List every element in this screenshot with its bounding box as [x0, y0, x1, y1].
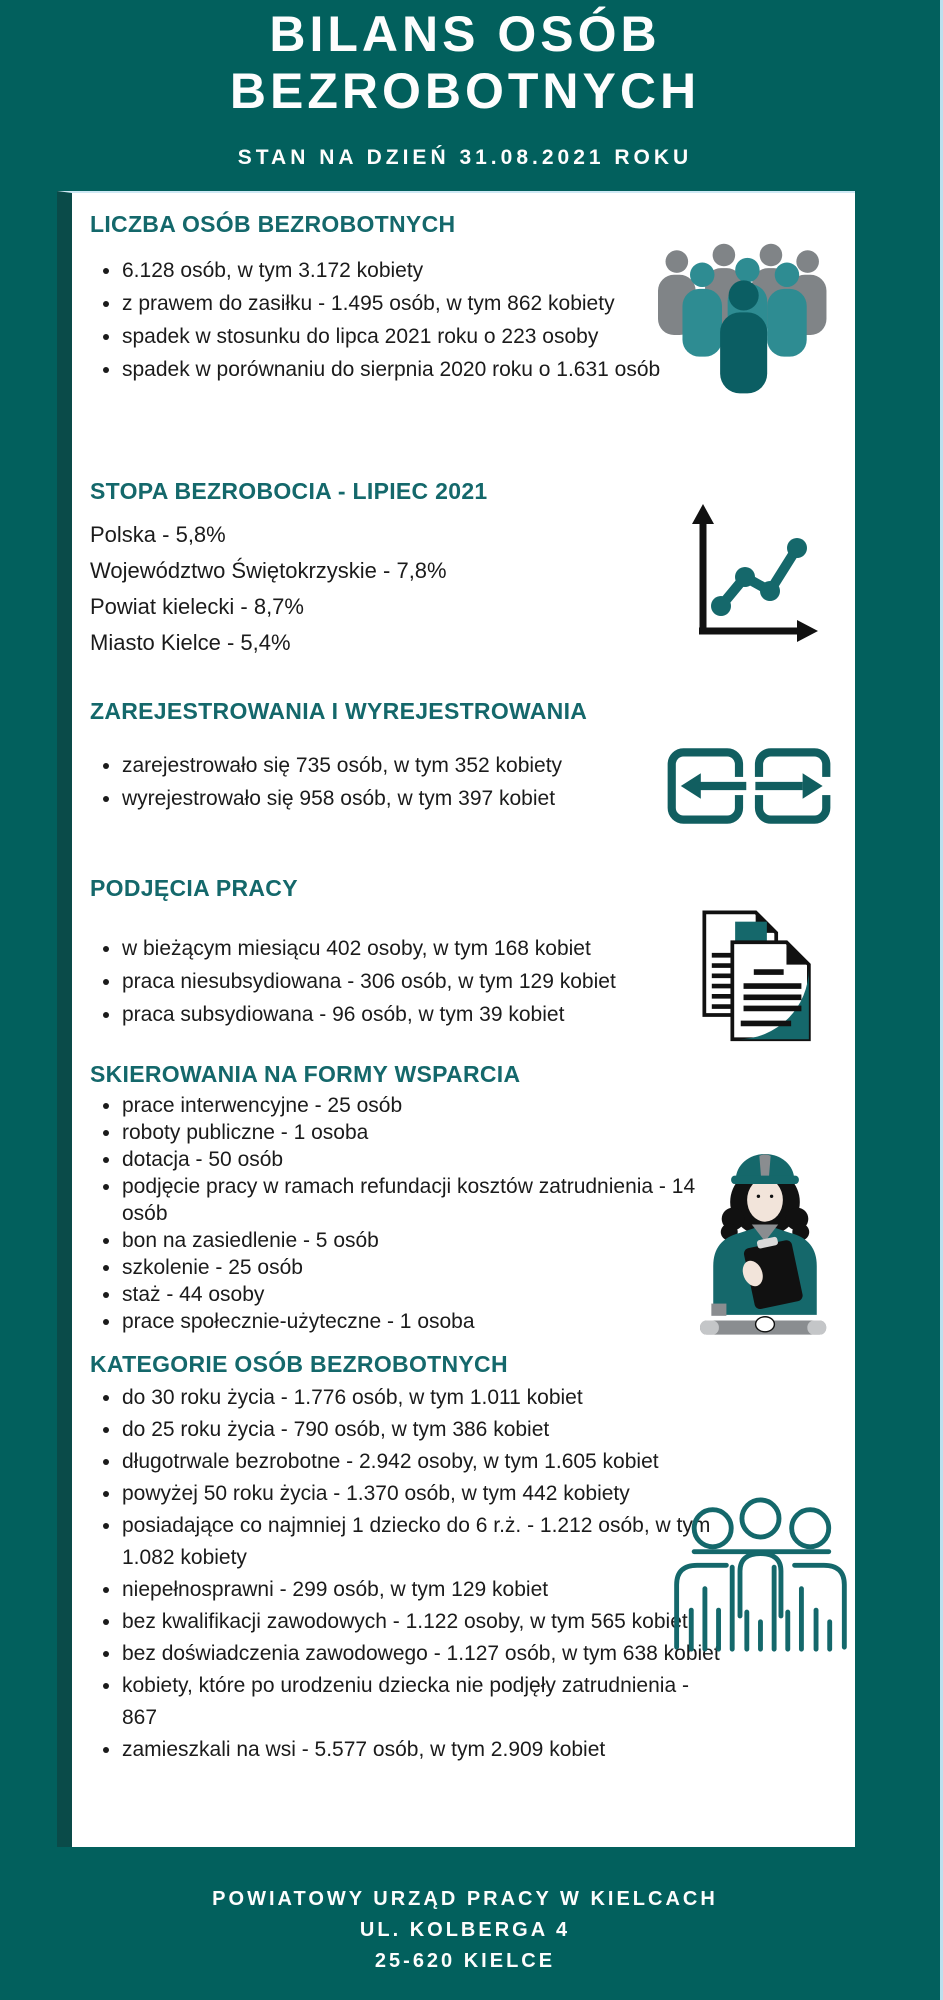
bullet-item: • do 25 roku życia - 790 osób, w tym 386 kobiet	[122, 1414, 722, 1446]
bullet-item: • 6.128 osób, w tym 3.172 kobiety	[122, 254, 667, 287]
bullet-item: • bon na zasiedlenie - 5 osób	[122, 1227, 707, 1254]
page-title	[0, 6, 930, 120]
footer-org-name: POWIATOWY URZĄD PRACY W KIELCACH	[212, 1888, 718, 1910]
bullet-list	[90, 932, 692, 1031]
section-heading: KATEGORIE OSÓB BEZROBOTNYCH	[90, 1351, 508, 1377]
section-podjecia-pracy	[90, 875, 851, 1031]
section-heading: ZAREJESTROWANIA I WYREJESTROWANIA	[90, 698, 588, 724]
bullet-item: • spadek w stosunku do lipca 2021 roku o 223 osoby	[122, 320, 667, 353]
page-title-line2: BEZROBOTNYCH	[229, 63, 701, 119]
footer-city: 25-620 KIELCE	[374, 1950, 556, 1972]
page-title-line1: BILANS OSÓB	[269, 6, 661, 62]
section-liczba-osob-bezrobotnych	[90, 211, 851, 386]
section-zarejestrowania	[90, 698, 851, 815]
bullet-item: • staż - 44 osoby	[122, 1281, 707, 1308]
footer-street: UL. KOLBERGA 4	[359, 1919, 571, 1941]
section-stopa-bezrobocia	[90, 478, 851, 661]
bullet-item: • praca subsydiowana - 96 osób, w tym 39 kobiet	[122, 998, 692, 1031]
page-subtitle: STAN NA DZIEŃ 31.08.2021 ROKU	[237, 146, 693, 169]
section-kategorie	[90, 1351, 851, 1766]
bullet-item: • bez doświadczenia zawodowego - 1.127 osób, w tym 638 kobiet	[122, 1638, 722, 1670]
bullet-list	[90, 254, 667, 386]
stat-line: Miasto Kielce - 5,4%	[90, 630, 291, 655]
bullet-item: • praca niesubsydiowana - 306 osób, w tym 129 kobiet	[122, 965, 692, 998]
bullet-item: • roboty publiczne - 1 osoba	[122, 1119, 707, 1146]
bullet-list	[90, 749, 682, 815]
bullet-item: • wyrejestrowało się 958 osób, w tym 397 kobiet	[122, 782, 682, 815]
bullet-item: • posiadające co najmniej 1 dziecko do 6 r.ż. - 1.212 osób, w tym 1.082 kobiety	[122, 1510, 722, 1574]
worker-illustration	[685, 1123, 845, 1348]
in-out-arrows-icon	[659, 736, 839, 841]
documents-icon	[681, 903, 821, 1048]
section-skierowania	[90, 1061, 851, 1335]
bullet-item: • zarejestrowało się 735 osób, w tym 352 kobiety	[122, 749, 682, 782]
bullet-item: • dotacja - 50 osób	[122, 1146, 707, 1173]
footer	[0, 1884, 930, 1977]
stat-line: Powiat kielecki - 8,7%	[90, 594, 304, 619]
section-heading: STOPA BEZROBOCIA - LIPIEC 2021	[90, 478, 488, 504]
bullet-item: • spadek w porównaniu do sierpnia 2020 roku o 1.631 osób	[122, 353, 667, 386]
crowd-icon	[643, 239, 833, 404]
bullet-item: • zamieszkali na wsi - 5.577 osób, w tym 2.909 kobiet	[122, 1734, 722, 1766]
bullet-item: • prace interwencyjne - 25 osób	[122, 1092, 707, 1119]
bullet-item: • szkolenie - 25 osób	[122, 1254, 707, 1281]
three-people-icon	[662, 1491, 857, 1666]
bullet-item: • podjęcie pracy w ramach refundacji kosztów zatrudnienia - 14 osób	[122, 1173, 707, 1227]
bullet-list	[90, 1092, 707, 1335]
bullet-item: • do 30 roku życia - 1.776 osób, w tym 1.011 kobiet	[122, 1382, 722, 1414]
section-heading: PODJĘCIA PRACY	[90, 875, 298, 901]
bullet-item: • niepełnosprawni - 299 osób, w tym 129 kobiet	[122, 1574, 722, 1606]
bullet-item: • z prawem do zasiłku - 1.495 osób, w tym 862 kobiety	[122, 287, 667, 320]
content-card	[57, 191, 855, 1847]
bullet-item: • długotrwale bezrobotne - 2.942 osoby, w tym 1.605 kobiet	[122, 1446, 722, 1478]
header	[0, 6, 930, 170]
stat-line: Polska - 5,8%	[90, 522, 226, 547]
section-heading: LICZBA OSÓB BEZROBOTNYCH	[90, 211, 456, 237]
bullet-item: • w bieżącym miesiącu 402 osoby, w tym 168 kobiet	[122, 932, 692, 965]
bullet-item: • kobiety, które po urodzeniu dziecka nie podjęły zatrudnienia - 867	[122, 1670, 722, 1734]
section-heading: SKIEROWANIA NA FORMY WSPARCIA	[90, 1061, 521, 1087]
line-chart-icon	[673, 498, 823, 663]
bullet-list	[90, 1382, 722, 1766]
stat-line: Województwo Świętokrzyskie - 7,8%	[90, 558, 447, 583]
bullet-item: • prace społecznie-użyteczne - 1 osoba	[122, 1308, 707, 1335]
bullet-item: • bez kwalifikacji zawodowych - 1.122 osoby, w tym 565 kobiet	[122, 1606, 722, 1638]
bullet-item: • powyżej 50 roku życia - 1.370 osób, w tym 442 kobiety	[122, 1478, 722, 1510]
